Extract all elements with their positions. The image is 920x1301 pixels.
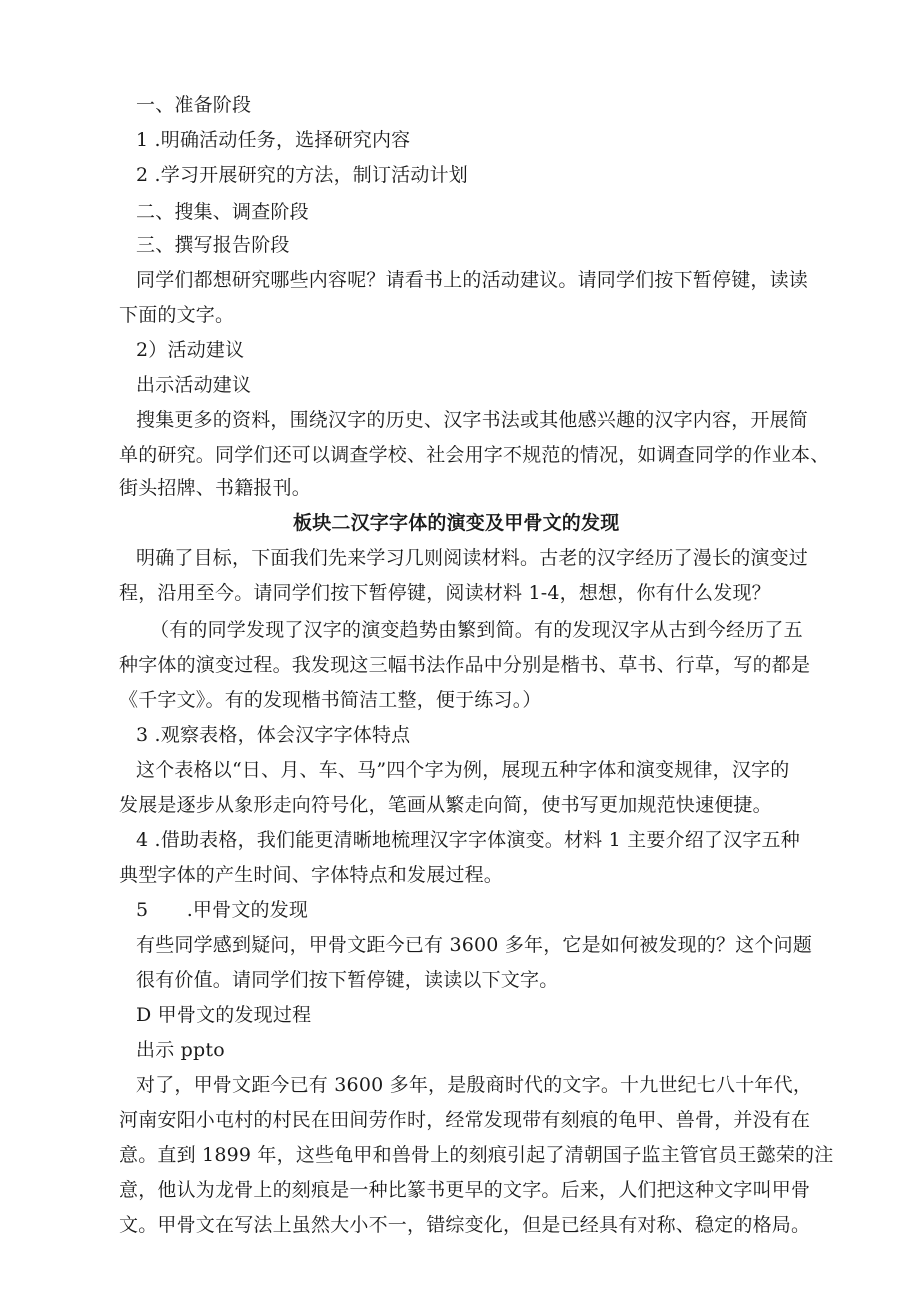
paragraph-line: 河南安阳小屯村的村民在田间劳作时，经常发现带有刻痕的龟甲、兽骨，并没有在 (119, 1109, 811, 1131)
paragraph-line: 出示活动建议 (136, 374, 252, 396)
list-item: 2 .学习开展研究的方法，制订活动计划 (136, 164, 468, 186)
paragraph-line: 发展是逐步从象形走向符号化，笔画从繁走向简，使书写更加规范快速便捷。 (119, 794, 772, 816)
paragraph-line: （有的同学发现了汉字的演变趋势由繁到简。有的发现汉字从古到今经历了五 (150, 619, 803, 641)
section-title: 板块二汉字字体的演变及甲骨文的发现 (293, 512, 620, 534)
paragraph-line: 意。直到 1899 年，这些龟甲和兽骨上的刻痕引起了清朝国子监主管官员王懿荣的注 (119, 1144, 834, 1166)
paragraph-line: 文。甲骨文在写法上虽然大小不一，错综变化，但是已经具有对称、稳定的格局。 (119, 1214, 811, 1236)
paragraph-line: 下面的文字。 (119, 304, 235, 326)
list-item: 3 .观察表格，体会汉字字体特点 (136, 724, 411, 746)
paragraph-line: 《千字文》。有的发现楷书简洁工整，便于练习。） (119, 689, 542, 711)
paragraph-line: 程，沿用至今。请同学们按下暂停键，阅读材料 1-4，想想，你有什么发现？ (119, 582, 771, 604)
subheading: 2）活动建议 (136, 339, 245, 361)
paragraph-line: 有些同学感到疑问，甲骨文距今已有 3600 多年，它是如何被发现的？这个问题 (136, 934, 813, 956)
paragraph-line: 街头招牌、书籍报刊。 (119, 477, 312, 499)
paragraph-line: 同学们都想研究哪些内容呢？请看书上的活动建议。请同学们按下暂停键，读读 (136, 269, 809, 291)
heading-prep-stage: 一、准备阶段 (136, 94, 252, 116)
subheading: D 甲骨文的发现过程 (136, 1004, 312, 1026)
list-item: 5 .甲骨文的发现 (136, 899, 309, 921)
paragraph-line: 典型字体的产生时间、字体特点和发展过程。 (119, 864, 504, 886)
list-item: 4 .借助表格，我们能更清晰地梳理汉字字体演变。材料 1 主要介绍了汉字五种 (136, 829, 800, 851)
paragraph-line: 搜集更多的资料，围绕汉字的历史、汉字书法或其他感兴趣的汉字内容，开展简 (136, 409, 809, 431)
list-item: 1 .明确活动任务，选择研究内容 (136, 129, 411, 151)
paragraph-line: 单的研究。同学们还可以调查学校、社会用字不规范的情况，如调查同学的作业本、 (119, 444, 830, 466)
paragraph-line: 很有价值。请同学们按下暂停键，读读以下文字。 (136, 969, 559, 991)
paragraph-line: 明确了目标，下面我们先来学习几则阅读材料。古老的汉字经历了漫长的演变过 (136, 547, 809, 569)
heading-report-stage: 三、撰写报告阶段 (136, 234, 290, 256)
heading-collect-stage: 二、搜集、调查阶段 (136, 201, 309, 223)
paragraph-line: 这个表格以“日、月、车、马”四个字为例，展现五种字体和演变规律，汉字的 (136, 759, 790, 781)
paragraph-line: 对了，甲骨文距今已有 3600 多年，是殷商时代的文字。十九世纪七八十年代， (136, 1074, 813, 1096)
paragraph-line: 意，他认为龙骨上的刻痕是一种比篆书更早的文字。后来，人们把这种文字叫甲骨 (119, 1179, 811, 1201)
paragraph-line: 出示 ppto (136, 1039, 225, 1061)
paragraph-line: 种字体的演变过程。我发现这三幅书法作品中分别是楷书、草书、行草，写的都是 (119, 654, 811, 676)
